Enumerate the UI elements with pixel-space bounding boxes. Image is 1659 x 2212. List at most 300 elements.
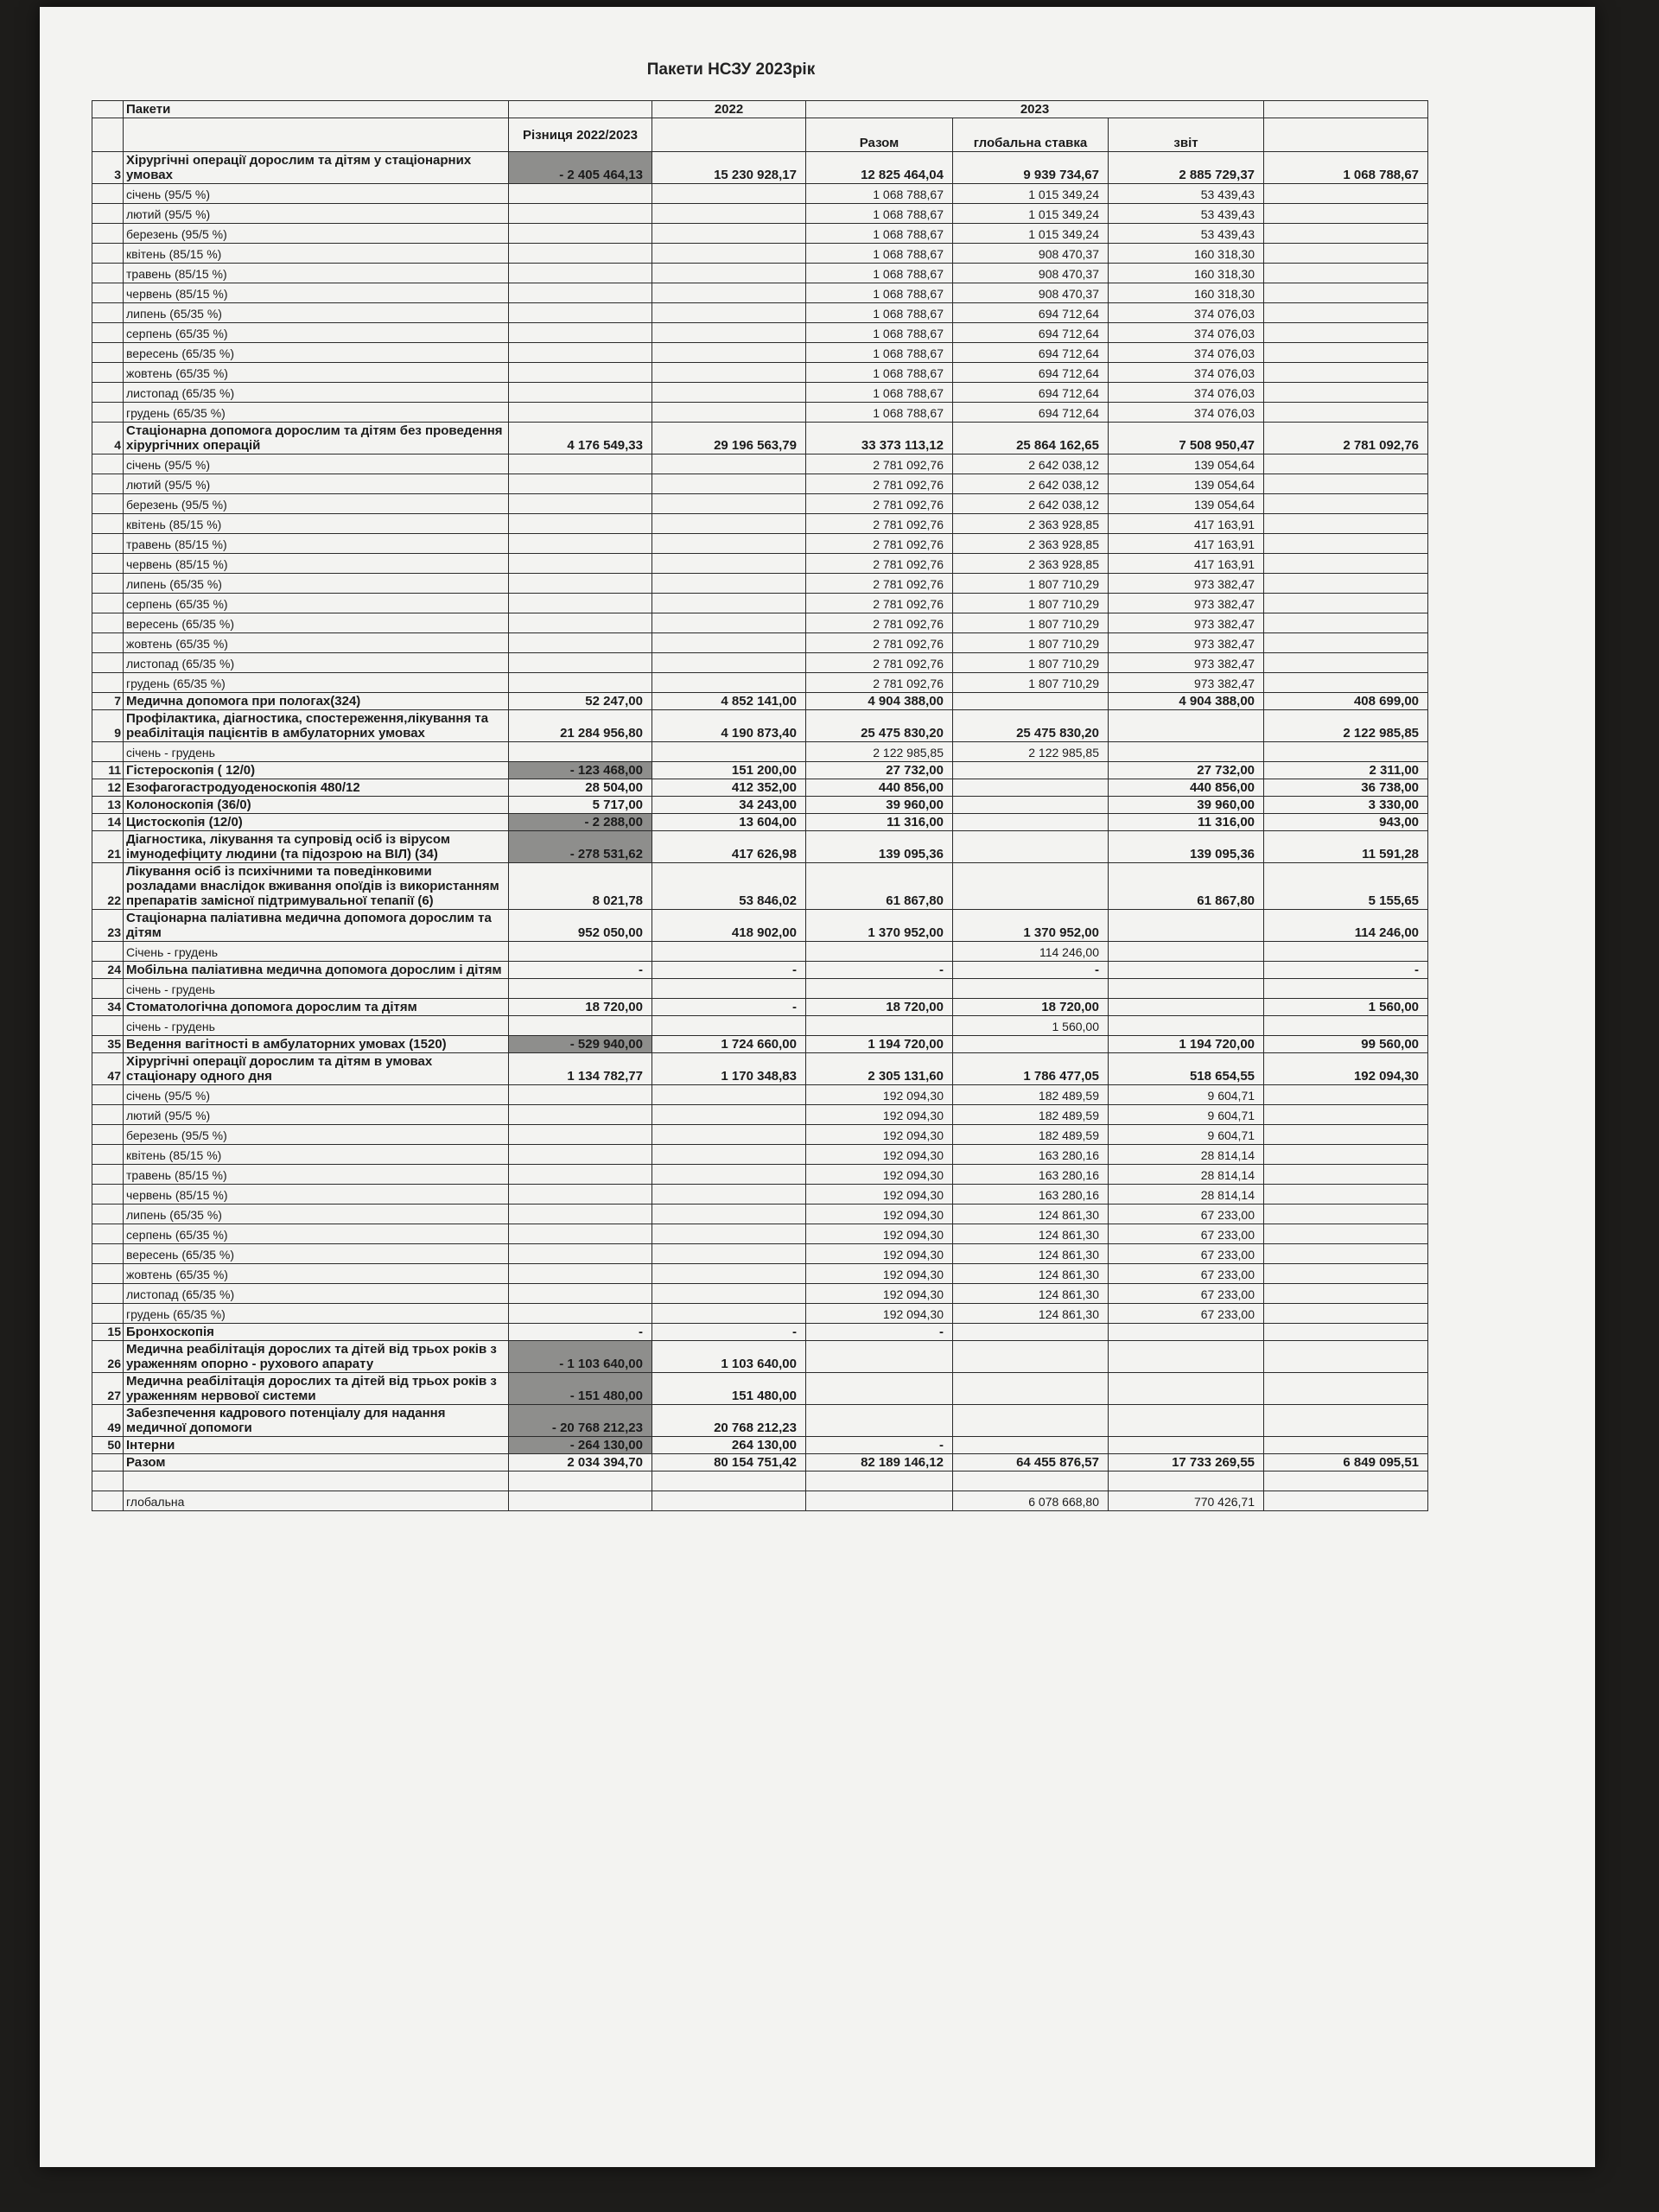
amount-2022 [652,204,806,224]
global-rate-2023: 694 712,64 [953,363,1109,383]
package-name: Колоноскопія (36/0) [124,797,509,814]
row-number [92,942,124,962]
package-row [92,1454,1428,1471]
total-2023 [806,942,953,962]
row-number [92,1304,124,1324]
report-2023: 28 814,14 [1109,1145,1264,1165]
package-name: Медична допомога при пологах(324) [124,693,509,710]
diff-2022-2023 [509,942,652,962]
report-2023: 374 076,03 [1109,343,1264,363]
package-name: Езофагогастродуоденоскопія 480/12 [124,779,509,797]
monthly-amount [1264,1373,1428,1405]
monthly-amount [1264,363,1428,383]
global-rate-2023: 124 861,30 [953,1224,1109,1244]
report-2023: 53 439,43 [1109,204,1264,224]
global-rate-2023: 25 475 830,20 [953,710,1109,742]
month-row [92,363,1428,383]
global-rate-2023: 1 807 710,29 [953,673,1109,693]
row-number [92,633,124,653]
row-number [92,653,124,673]
monthly-amount: 3 330,00 [1264,797,1428,814]
global-rate-2023: 2 363 928,85 [953,534,1109,554]
diff-2022-2023: 5 717,00 [509,797,652,814]
amount-2022: - [652,999,806,1016]
header-2022: 2022 [652,101,806,118]
row-number: 34 [92,999,124,1016]
paper-sheet [40,7,1595,2167]
row-number: 22 [92,863,124,910]
report-2023 [1109,999,1264,1016]
monthly-amount [1264,1437,1428,1454]
package-name: січень (95/5 %) [124,184,509,204]
report-2023: 1 194 720,00 [1109,1036,1264,1053]
total-2023: 1 068 788,67 [806,343,953,363]
row-number: 27 [92,1373,124,1405]
monthly-amount [1264,979,1428,999]
monthly-amount [1264,633,1428,653]
package-name: лютий (95/5 %) [124,204,509,224]
monthly-amount [1264,653,1428,673]
row-number: 23 [92,910,124,942]
global-rate-2023: 1 807 710,29 [953,613,1109,633]
global-rate-2023: 1 807 710,29 [953,594,1109,613]
amount-2022 [652,633,806,653]
diff-2022-2023: - 123 468,00 [509,762,652,779]
amount-2022: 1 724 660,00 [652,1036,806,1053]
month-row [92,1165,1428,1185]
diff-2022-2023 [509,494,652,514]
diff-2022-2023 [509,1185,652,1205]
amount-2022 [652,303,806,323]
global-rate-2023: 182 489,59 [953,1085,1109,1105]
global-rate-2023: 694 712,64 [953,343,1109,363]
monthly-amount [1264,474,1428,494]
total-2023: 2 781 092,76 [806,454,953,474]
monthly-amount [1264,1085,1428,1105]
diff-2022-2023: 18 720,00 [509,999,652,1016]
package-name: Інтерни [124,1437,509,1454]
amount-2022 [652,363,806,383]
table-body [92,152,1428,1511]
month-row [92,474,1428,494]
monthly-amount [1264,1304,1428,1324]
total-2023: 192 094,30 [806,1284,953,1304]
diff-2022-2023 [509,303,652,323]
total-2023 [806,1016,953,1036]
month-row [92,403,1428,423]
package-name: вересень (65/35 %) [124,1244,509,1264]
package-name: Бронхоскопія [124,1324,509,1341]
row-number [92,1145,124,1165]
package-name: лютий (95/5 %) [124,1105,509,1125]
diff-2022-2023: - 2 405 464,13 [509,152,652,184]
month-row [92,224,1428,244]
total-2023: 2 781 092,76 [806,554,953,574]
package-row [92,762,1428,779]
package-name: жовтень (65/35 %) [124,1264,509,1284]
report-2023: 27 732,00 [1109,762,1264,779]
diff-2022-2023: 1 134 782,77 [509,1053,652,1085]
total-2023: 1 068 788,67 [806,403,953,423]
package-name: березень (95/5 %) [124,1125,509,1145]
package-name: Діагностика, лікування та супровід осіб із вірусом імунодефіциту людини (та підозрою на ВІЛ) (34) [124,831,509,863]
global-rate-2023 [953,1341,1109,1373]
total-2023 [806,1471,953,1491]
total-2023: 2 781 092,76 [806,534,953,554]
monthly-amount [1264,383,1428,403]
diff-2022-2023 [509,1016,652,1036]
total-2023: 1 068 788,67 [806,383,953,403]
amount-2022 [652,184,806,204]
amount-2022 [652,283,806,303]
amount-2022 [652,1165,806,1185]
header-packages: Пакети [124,101,509,118]
package-name: грудень (65/35 %) [124,403,509,423]
diff-2022-2023 [509,383,652,403]
package-name: квітень (85/15 %) [124,1145,509,1165]
month-row [92,264,1428,283]
monthly-amount [1264,1224,1428,1244]
total-2023: 27 732,00 [806,762,953,779]
amount-2022: 53 846,02 [652,863,806,910]
month-row [92,1244,1428,1264]
month-row [92,1085,1428,1105]
month-row [92,1304,1428,1324]
row-number: 47 [92,1053,124,1085]
row-number [92,534,124,554]
total-2023: 1 370 952,00 [806,910,953,942]
month-row [92,1105,1428,1125]
monthly-amount [1264,1016,1428,1036]
monthly-amount [1264,1125,1428,1145]
report-2023: 67 233,00 [1109,1205,1264,1224]
package-name: Хірургічні операції дорослим та дітям у стаціонарних умовах [124,152,509,184]
diff-2022-2023 [509,1264,652,1284]
monthly-amount: 1 068 788,67 [1264,152,1428,184]
month-row [92,1491,1428,1511]
global-rate-2023 [953,863,1109,910]
row-number: 9 [92,710,124,742]
global-rate-2023: 2 642 038,12 [953,494,1109,514]
total-2023: 1 068 788,67 [806,264,953,283]
package-row [92,152,1428,184]
total-2023: 2 122 985,85 [806,742,953,762]
amount-2022 [652,1491,806,1511]
total-2023: 440 856,00 [806,779,953,797]
month-row [92,554,1428,574]
amount-2022: 1 103 640,00 [652,1341,806,1373]
global-rate-2023: 1 015 349,24 [953,224,1109,244]
diff-2022-2023: 4 176 549,33 [509,423,652,454]
monthly-amount: - [1264,962,1428,979]
global-rate-2023: 2 642 038,12 [953,474,1109,494]
total-2023: 12 825 464,04 [806,152,953,184]
global-rate-2023: 124 861,30 [953,1205,1109,1224]
amount-2022: 15 230 928,17 [652,152,806,184]
monthly-amount [1264,1405,1428,1437]
month-row [92,653,1428,673]
month-row [92,1224,1428,1244]
diff-2022-2023 [509,554,652,574]
total-2023: 2 781 092,76 [806,633,953,653]
report-2023 [1109,1341,1264,1373]
monthly-amount: 99 560,00 [1264,1036,1428,1053]
row-number [92,1125,124,1145]
monthly-amount: 408 699,00 [1264,693,1428,710]
monthly-amount [1264,403,1428,423]
total-2023: 18 720,00 [806,999,953,1016]
month-row [92,1016,1428,1036]
diff-2022-2023: - 1 103 640,00 [509,1341,652,1373]
global-rate-2023: 694 712,64 [953,303,1109,323]
total-2023 [806,1491,953,1511]
row-number: 14 [92,814,124,831]
diff-2022-2023: - 264 130,00 [509,1437,652,1454]
amount-2022 [652,554,806,574]
monthly-amount [1264,673,1428,693]
report-2023: 67 233,00 [1109,1264,1264,1284]
report-2023 [1109,1437,1264,1454]
row-number: 26 [92,1341,124,1373]
package-name: квітень (85/15 %) [124,244,509,264]
total-2023: 82 189 146,12 [806,1454,953,1471]
total-2023: 192 094,30 [806,1224,953,1244]
amount-2022 [652,653,806,673]
month-row [92,204,1428,224]
global-rate-2023: 124 861,30 [953,1284,1109,1304]
report-2023: 9 604,71 [1109,1125,1264,1145]
monthly-amount: 5 155,65 [1264,863,1428,910]
row-number [92,1224,124,1244]
total-2023: 2 781 092,76 [806,673,953,693]
global-rate-2023: 124 861,30 [953,1244,1109,1264]
total-2023: 61 867,80 [806,863,953,910]
monthly-amount [1264,323,1428,343]
diff-2022-2023 [509,1491,652,1511]
total-2023: 33 373 113,12 [806,423,953,454]
package-row [92,814,1428,831]
row-number [92,494,124,514]
diff-2022-2023 [509,633,652,653]
amount-2022: - [652,962,806,979]
total-2023: 192 094,30 [806,1185,953,1205]
amount-2022: 151 480,00 [652,1373,806,1405]
report-2023: 160 318,30 [1109,264,1264,283]
row-number [92,264,124,283]
report-2023: 61 867,80 [1109,863,1264,910]
amount-2022 [652,323,806,343]
row-number [92,574,124,594]
amount-2022 [652,264,806,283]
diff-2022-2023: - [509,1324,652,1341]
amount-2022 [652,742,806,762]
row-number [92,283,124,303]
total-2023: 2 305 131,60 [806,1053,953,1085]
package-name: грудень (65/35 %) [124,1304,509,1324]
package-row [92,423,1428,454]
report-2023: 2 885 729,37 [1109,152,1264,184]
month-row [92,1205,1428,1224]
report-2023: 440 856,00 [1109,779,1264,797]
global-rate-2023: 9 939 734,67 [953,152,1109,184]
package-name: Мобільна паліативна медична допомога дорослим і дітям [124,962,509,979]
monthly-amount [1264,343,1428,363]
diff-2022-2023 [509,613,652,633]
month-row [92,323,1428,343]
monthly-amount [1264,283,1428,303]
amount-2022: 151 200,00 [652,762,806,779]
package-name: лютий (95/5 %) [124,474,509,494]
row-number: 21 [92,831,124,863]
amount-2022 [652,1125,806,1145]
row-number: 4 [92,423,124,454]
monthly-amount [1264,494,1428,514]
diff-2022-2023 [509,1165,652,1185]
row-number [92,1085,124,1105]
row-number [92,383,124,403]
row-number [92,454,124,474]
diff-2022-2023 [509,244,652,264]
amount-2022: 13 604,00 [652,814,806,831]
global-rate-2023 [953,1036,1109,1053]
package-name: серпень (65/35 %) [124,594,509,613]
month-row [92,343,1428,363]
diff-2022-2023 [509,1471,652,1491]
month-row [92,673,1428,693]
amount-2022 [652,1085,806,1105]
report-2023: 160 318,30 [1109,244,1264,264]
total-2023 [806,1341,953,1373]
global-rate-2023 [953,693,1109,710]
row-number [92,1016,124,1036]
report-2023: 374 076,03 [1109,403,1264,423]
total-2023: 2 781 092,76 [806,574,953,594]
report-2023: 973 382,47 [1109,653,1264,673]
diff-2022-2023 [509,363,652,383]
package-name: Забезпечення кадрового потенціалу для надання медичної допомоги [124,1405,509,1437]
report-2023: 973 382,47 [1109,574,1264,594]
amount-2022 [652,454,806,474]
row-number: 15 [92,1324,124,1341]
amount-2022: 80 154 751,42 [652,1454,806,1471]
report-2023: 4 904 388,00 [1109,693,1264,710]
global-rate-2023: 1 015 349,24 [953,204,1109,224]
row-number: 13 [92,797,124,814]
package-name: липень (65/35 %) [124,1205,509,1224]
diff-2022-2023 [509,454,652,474]
package-name: жовтень (65/35 %) [124,633,509,653]
row-number [92,1244,124,1264]
diff-2022-2023 [509,1284,652,1304]
diff-2022-2023: - 20 768 212,23 [509,1405,652,1437]
amount-2022: - [652,1324,806,1341]
row-number: 49 [92,1405,124,1437]
diff-2022-2023 [509,224,652,244]
package-name: Разом [124,1454,509,1471]
report-2023: 139 054,64 [1109,474,1264,494]
package-name: грудень (65/35 %) [124,673,509,693]
month-row [92,534,1428,554]
report-2023: 374 076,03 [1109,303,1264,323]
row-number [92,1185,124,1205]
monthly-amount [1264,1205,1428,1224]
diff-2022-2023: - 278 531,62 [509,831,652,863]
global-rate-2023 [953,797,1109,814]
diff-2022-2023: 52 247,00 [509,693,652,710]
monthly-amount [1264,1105,1428,1125]
total-2023: 192 094,30 [806,1304,953,1324]
report-2023 [1109,742,1264,762]
report-2023: 67 233,00 [1109,1284,1264,1304]
report-2023: 973 382,47 [1109,613,1264,633]
report-2023 [1109,1405,1264,1437]
report-2023 [1109,1471,1264,1491]
diff-2022-2023 [509,673,652,693]
package-name: березень (95/5 %) [124,494,509,514]
month-row [92,303,1428,323]
global-rate-2023: 694 712,64 [953,403,1109,423]
package-name: листопад (65/35 %) [124,1284,509,1304]
package-name: січень (95/5 %) [124,454,509,474]
package-name: Січень - грудень [124,942,509,962]
row-number [92,1491,124,1511]
package-name: січень - грудень [124,979,509,999]
package-name: вересень (65/35 %) [124,613,509,633]
row-number: 12 [92,779,124,797]
report-2023: 67 233,00 [1109,1304,1264,1324]
amount-2022: 4 852 141,00 [652,693,806,710]
month-row [92,1185,1428,1205]
total-2023: - [806,1437,953,1454]
row-number [92,514,124,534]
global-rate-2023: - [953,962,1109,979]
row-number [92,979,124,999]
global-rate-2023 [953,779,1109,797]
package-name: Стоматологічна допомога дорослим та дітям [124,999,509,1016]
amount-2022 [652,613,806,633]
header-report: звіт [1109,118,1264,152]
row-number [92,323,124,343]
package-name: червень (85/15 %) [124,283,509,303]
diff-2022-2023 [509,742,652,762]
report-2023 [1109,1373,1264,1405]
amount-2022 [652,1244,806,1264]
report-2023 [1109,942,1264,962]
diff-2022-2023 [509,1145,652,1165]
package-name: Профілактика, діагностика, спостереження,лікування та реабілітація пацієнтів в амбулаторних умовах [124,710,509,742]
total-2023: 192 094,30 [806,1264,953,1284]
global-rate-2023 [953,814,1109,831]
month-row [92,742,1428,762]
report-2023: 374 076,03 [1109,323,1264,343]
package-row [92,797,1428,814]
monthly-amount: 11 591,28 [1264,831,1428,863]
row-number [92,1454,124,1471]
amount-2022: 418 902,00 [652,910,806,942]
report-2023: 28 814,14 [1109,1165,1264,1185]
total-2023 [806,979,953,999]
package-row [92,999,1428,1016]
monthly-amount [1264,1471,1428,1491]
package-name: Гістероскопія ( 12/0) [124,762,509,779]
amount-2022 [652,474,806,494]
report-2023: 9 604,71 [1109,1085,1264,1105]
month-row [92,1145,1428,1165]
package-name: січень - грудень [124,742,509,762]
global-rate-2023: 694 712,64 [953,323,1109,343]
month-row [92,494,1428,514]
monthly-amount [1264,574,1428,594]
